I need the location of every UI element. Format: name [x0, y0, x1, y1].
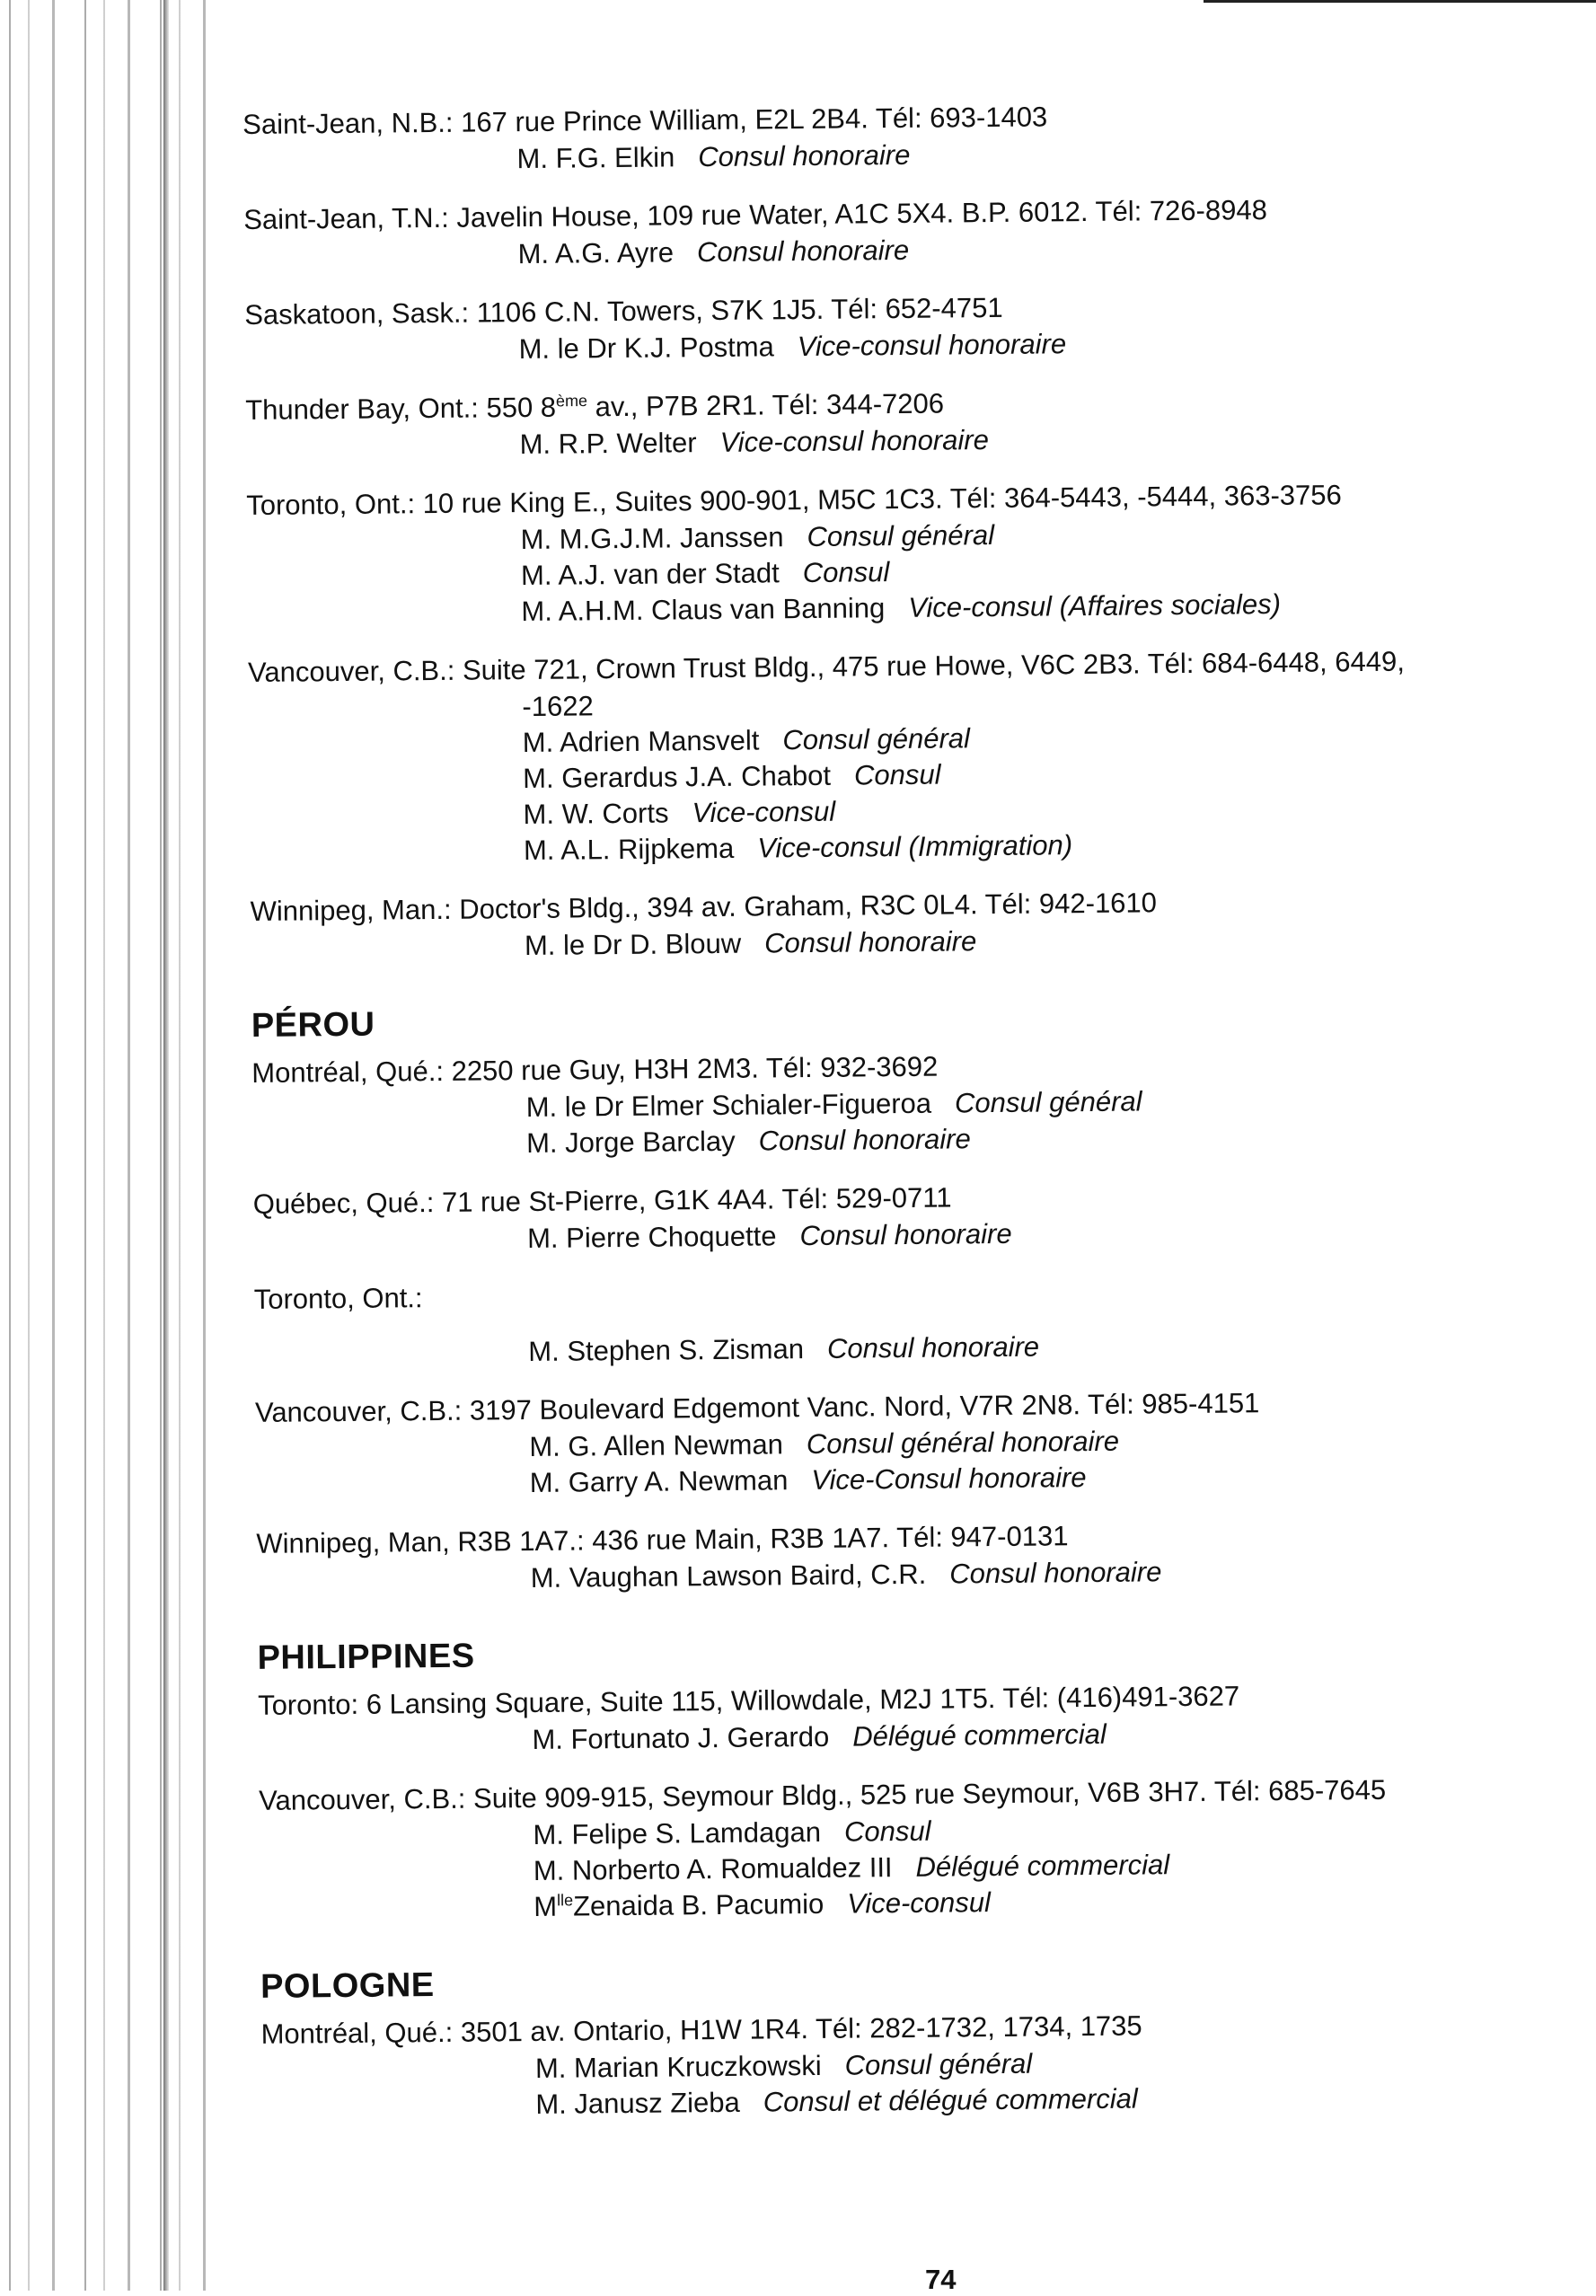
entry-address: 2250 rue Guy, H3H 2M3. Tél: 932-3692 — [451, 1050, 939, 1087]
entry-location: Toronto, Ont.: — [246, 488, 416, 521]
person-role: Consul honoraire — [696, 234, 910, 269]
person-name: M. le Dr D. Blouw — [524, 927, 742, 962]
person-role: Délégué commercial — [852, 1718, 1107, 1753]
entry-location: Saint-Jean, T.N.: — [243, 201, 449, 235]
entry-saint-jean-tn — [243, 189, 1538, 275]
entry-location: Vancouver, C.B.: — [247, 654, 455, 688]
entry-location: Saskatoon, Sask.: — [244, 296, 470, 331]
person-role: Consul honoraire — [949, 1556, 1162, 1590]
entry-address: av., P7B 2R1. Tél: 344-7206 — [595, 387, 945, 423]
entry-toronto — [246, 474, 1540, 632]
person-name: M. Jorge Barclay — [525, 1125, 736, 1160]
person-role: Consul général — [844, 2047, 1033, 2081]
person-name: M. Adrien Mansvelt — [522, 724, 760, 759]
person-role: Vice-consul honoraire — [797, 328, 1067, 363]
person-role: Vice-Consul honoraire — [811, 1461, 1087, 1496]
person-role: Consul général — [807, 518, 995, 552]
person-name: M. Stephen S. Zisman — [528, 1333, 805, 1368]
entry-address: 6 Lansing Square, Suite 115, Willowdale, M2J 1T5. Tél: (416)491-3627 — [366, 1680, 1240, 1720]
entry-perou-montreal — [251, 1042, 1546, 1164]
entry-perou-toronto — [254, 1268, 1548, 1373]
person-role: Consul — [853, 758, 941, 791]
person-role: Consul général — [954, 1085, 1142, 1119]
entry-perou-vancouver — [255, 1382, 1549, 1504]
entry-address: 1106 C.N. Towers, S7K 1J5. Tél: 652-4751 — [476, 291, 1003, 329]
entry-location: Vancouver, C.B.: — [254, 1394, 463, 1428]
person-role: Vice-consul — [692, 795, 836, 829]
person-role: Consul honoraire — [758, 1123, 971, 1157]
person-role: Vice-consul (Affaires sociales) — [908, 587, 1282, 623]
entry-philippines-toronto — [258, 1674, 1552, 1761]
entry-vancouver — [248, 641, 1543, 871]
country-heading-pologne: POLOGNE — [260, 1966, 435, 2006]
entry-address: Javelin House, 109 rue Water, A1C 5X4. B.P. 6012. Tél: 726-8948 — [456, 194, 1268, 234]
ordinal-superscript: ème — [555, 392, 588, 411]
entry-perou-winnipeg — [256, 1513, 1550, 1599]
entry-address: 436 rue Main, R3B 1A7. Tél: 947-0131 — [592, 1520, 1069, 1557]
entry-address: Doctor's Bldg., 394 av. Graham, R3C 0L4. Tél: 942-1610 — [459, 887, 1158, 925]
entry-location: Thunder Bay, Ont.: — [245, 392, 480, 426]
person-role: Vice-consul — [847, 1886, 992, 1920]
entry-location: Toronto, Ont.: — [253, 1282, 423, 1315]
person-name: M. le Dr K.J. Postma — [518, 331, 775, 366]
entry-philippines-vancouver — [259, 1770, 1553, 1928]
person-role: Vice-consul (Immigration) — [757, 829, 1073, 864]
person-role: Consul honoraire — [826, 1330, 1040, 1364]
entry-location: Québec, Qué.: — [252, 1187, 435, 1220]
person-name: M. R.P. Welter — [519, 427, 697, 461]
entry-location: Vancouver, C.B.: — [258, 1782, 466, 1816]
person-role: Consul et délégué commercial — [763, 2082, 1138, 2118]
entry-winnipeg — [250, 880, 1544, 967]
person-name: M. Fortunato J. Gerardo — [532, 1720, 830, 1755]
entry-address-number: 550 8 — [486, 391, 557, 424]
top-edge-line — [1204, 0, 1596, 3]
page-gutter — [163, 0, 169, 2291]
entry-address: 3501 av. Ontario, H1W 1R4. Tél: 282-1732, 1734, 1735 — [460, 2009, 1142, 2048]
person-name: M. Vaughan Lawson Baird, C.R. — [530, 1558, 927, 1594]
person-title: M — [533, 1890, 558, 1922]
person-name: Zenaida B. Pacumio — [572, 1887, 824, 1922]
directory-page — [242, 93, 1556, 2147]
person-role: Consul honoraire — [799, 1217, 1012, 1252]
person-name: M. Marian Kruczkowski — [534, 2049, 822, 2084]
person-role: Consul général — [782, 722, 971, 756]
entry-address: 10 rue King E., Suites 900-901, M5C 1C3. Tél: 364-5443, -5444, 363-3756 — [422, 479, 1342, 520]
person-name: M. M.G.J.M. Janssen — [520, 521, 784, 556]
person-role: Consul général honoraire — [806, 1425, 1120, 1461]
entry-location: Montréal, Qué.: — [260, 2016, 454, 2050]
entry-address: Suite 721, Crown Trust Bldg., 475 rue Howe, V6C 2B3. Tél: 684-6448, 6449, — [462, 645, 1406, 686]
entry-thunder-bay — [245, 379, 1539, 465]
entry-location: Montréal, Qué.: — [251, 1055, 445, 1089]
person-name: M. Garry A. Newman — [529, 1464, 789, 1499]
entry-address: 3197 Boulevard Edgemont Vanc. Nord, V7R 2N8. Tél: 985-4151 — [469, 1387, 1260, 1426]
person-name: M. A.J. van der Stadt — [520, 557, 780, 592]
entry-address: 71 rue St-Pierre, G1K 4A4. Tél: 529-0711 — [441, 1181, 952, 1218]
title-superscript: lle — [556, 1891, 574, 1910]
entry-pologne-montreal — [260, 2003, 1555, 2125]
entry-address: Suite 909-915, Seymour Bldg., 525 rue Seymour, V6B 3H7. Tél: 685-7645 — [472, 1773, 1387, 1815]
person-name: M. G. Allen Newman — [529, 1428, 784, 1463]
person-name: M. A.H.M. Claus van Banning — [521, 592, 886, 628]
person-role: Consul — [802, 556, 890, 589]
person-name: M. Gerardus J.A. Chabot — [523, 759, 832, 795]
entry-address-continuation: -1622 — [522, 690, 594, 723]
person-name: M. W. Corts — [523, 797, 669, 831]
person-name: M. le Dr Elmer Schialer-Figueroa — [525, 1087, 932, 1124]
entry-location: Winnipeg, Man, R3B 1A7.: — [256, 1524, 585, 1559]
person-role: Délégué commercial — [915, 1849, 1170, 1883]
entry-saint-jean-nb — [242, 93, 1537, 180]
book-binding-shadow — [0, 0, 216, 2291]
person-role: Consul honoraire — [763, 925, 977, 959]
person-name: M. F.G. Elkin — [516, 141, 675, 175]
person-name: M. Norberto A. Romualdez III — [533, 1851, 893, 1886]
person-name: M. Pierre Choquette — [526, 1220, 777, 1255]
page-number: 74 — [925, 2264, 957, 2295]
entry-perou-quebec — [253, 1173, 1548, 1259]
person-role: Consul — [843, 1815, 931, 1848]
entry-address: 167 rue Prince William, E2L 2B4. Tél: 693-1403 — [460, 101, 1048, 138]
person-role: Vice-consul honoraire — [719, 424, 990, 458]
person-name: M. A.G. Ayre — [517, 236, 675, 270]
person-name: M. Janusz Zieba — [535, 2086, 740, 2120]
entry-location: Toronto: — [257, 1688, 359, 1721]
person-name: M. Felipe S. Lamdagan — [533, 1815, 822, 1850]
person-role: Consul honoraire — [698, 138, 911, 173]
entry-location: Winnipeg, Man.: — [250, 893, 452, 927]
entry-saskatoon — [244, 284, 1539, 370]
entry-location: Saint-Jean, N.B.: — [242, 106, 454, 140]
person-name: M. A.L. Rijpkema — [523, 832, 735, 867]
country-heading-perou: PÉROU — [251, 1005, 375, 1045]
country-heading-philippines: PHILIPPINES — [257, 1637, 475, 1677]
